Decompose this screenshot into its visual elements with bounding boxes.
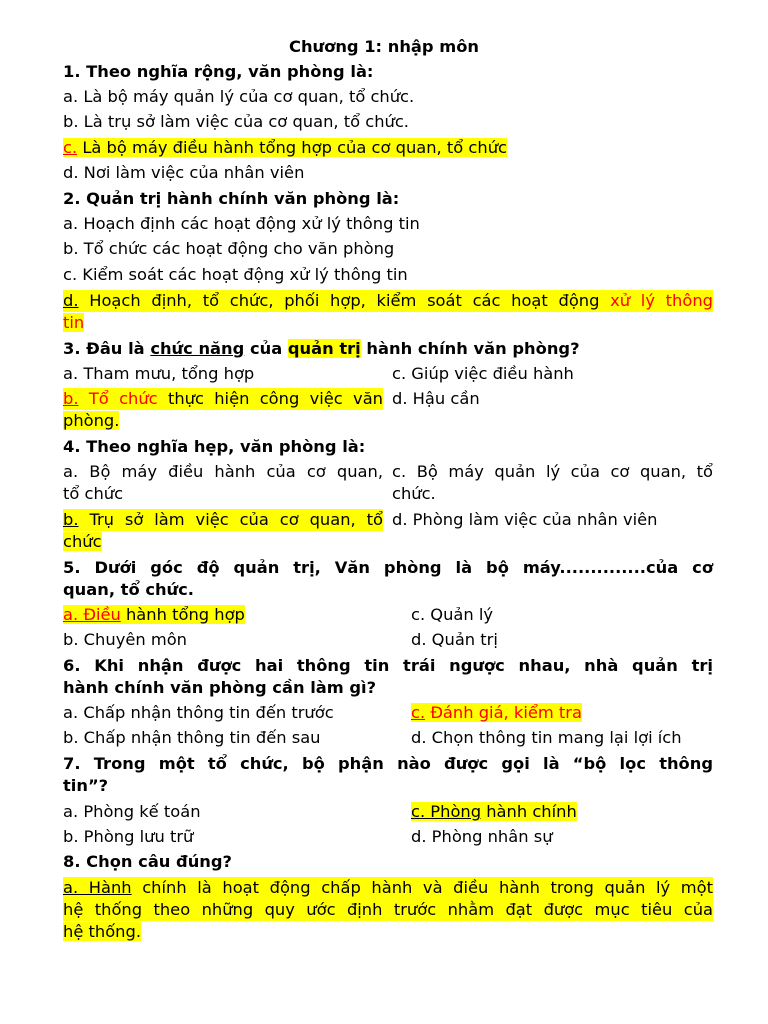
q3-option-b-line2	[63, 410, 119, 432]
q3-option-c: c. Giúp việc điều hành	[392, 364, 574, 383]
q1-option-d: d. Nơi làm việc của nhân viên	[63, 163, 305, 182]
q7-option-a: a. Phòng kế toán	[63, 802, 201, 821]
q4-option-c-line1: c. Bộ máy quản lý của cơ quan, tổ	[392, 462, 713, 481]
q2-option-a: a. Hoạch định các hoạt động xử lý thông tin	[63, 214, 420, 233]
q5-option-b: b. Chuyên môn	[63, 630, 187, 649]
q3-highlighted-text: quản trị	[287, 339, 361, 358]
q3-option-b-red-text: Tổ chức	[88, 389, 158, 408]
q2-option-d-red-text: xử lý thông	[610, 291, 713, 310]
q6-option-d: d. Chọn thông tin mang lại lợi ích	[411, 728, 682, 747]
q7-option-d: d. Phòng nhân sự	[411, 827, 553, 846]
q2-option-d-line2	[63, 312, 84, 334]
question-5-line1: 5. Dưới góc độ quản trị, Văn phòng là bộ máy..............của cơ	[63, 558, 713, 577]
q6-option-c	[411, 702, 582, 724]
q3-option-b-text: thực hiện công việc văn	[167, 389, 383, 408]
q5-option-a-underlined: a. Điều	[63, 605, 121, 624]
q4-option-a-line1: a. Bộ máy điều hành của cơ quan,	[63, 462, 383, 481]
q2-option-d-red-continued: tin	[63, 313, 85, 332]
q5-option-a-text: hành tổng hợp	[120, 605, 245, 624]
q4-option-a-line2: tổ chức	[63, 484, 124, 503]
q4-option-d: d. Phòng làm việc của nhân viên	[392, 510, 658, 529]
q1-option-c-letter: c.	[63, 138, 78, 157]
q7-option-c-text: hành chính	[481, 802, 577, 821]
question-2: 2. Quản trị hành chính văn phòng là:	[63, 189, 400, 208]
question-5-line2: quan, tổ chức.	[63, 580, 194, 599]
q3-text-start: 3. Đâu là	[63, 339, 151, 358]
q4-option-b-text-continued: chức	[63, 532, 102, 551]
q3-option-b-line1	[63, 388, 383, 410]
q7-option-c	[411, 801, 577, 823]
question-3	[63, 338, 580, 360]
question-6-line2: hành chính văn phòng cần làm gì?	[63, 678, 377, 697]
q7-option-c-underlined: c. Phòng	[411, 802, 482, 821]
q4-option-b-line1	[63, 509, 383, 531]
q3-underlined-text: chức năng	[150, 339, 245, 358]
q6-option-c-letter: c.	[411, 703, 426, 722]
q8-option-a-text-end: hệ thống.	[63, 922, 142, 941]
q4-option-b-line2	[63, 531, 102, 553]
q3-option-b-letter: b.	[63, 389, 79, 408]
q3-option-b-text-continued: phòng.	[63, 411, 120, 430]
q1-option-c	[63, 137, 507, 159]
q2-option-d-line1	[63, 290, 713, 312]
q5-option-a	[63, 604, 245, 626]
q1-option-a: a. Là bộ máy quản lý của cơ quan, tổ chức.	[63, 87, 415, 106]
q8-option-a-line3	[63, 921, 141, 943]
q2-option-d-letter: d.	[63, 291, 79, 310]
question-6-line1: 6. Khi nhận được hai thông tin trái ngược nhau, nhà quản trị	[63, 656, 713, 675]
q8-option-a-text: chính là hoạt động chấp hành và điều hành trong quản lý một	[131, 878, 713, 897]
q2-option-d-text: Hoạch định, tổ chức, phối hợp, kiểm soát các hoạt động	[89, 291, 600, 310]
q4-option-b-letter: b.	[63, 510, 79, 529]
q8-option-a-line2: hệ thống theo những quy ước định trước nhằm đạt được mục tiêu của	[63, 900, 713, 919]
q2-option-c: c. Kiểm soát các hoạt động xử lý thông tin	[63, 265, 408, 284]
q8-option-a-line1	[63, 877, 713, 899]
q6-option-c-text: Đánh giá, kiểm tra	[425, 703, 582, 722]
question-8: 8. Chọn câu đúng?	[63, 852, 232, 871]
q7-option-b: b. Phòng lưu trữ	[63, 827, 194, 846]
q2-option-b: b. Tổ chức các hoạt động cho văn phòng	[63, 239, 395, 258]
q1-option-b: b. Là trụ sở làm việc của cơ quan, tổ chức.	[63, 112, 409, 131]
question-1: 1. Theo nghĩa rộng, văn phòng là:	[63, 62, 374, 81]
question-7-line2: tin”?	[63, 776, 109, 795]
q3-text-end: hành chính văn phòng?	[360, 339, 580, 358]
chapter-title: Chương 1: nhập môn	[289, 37, 479, 56]
q3-text-mid: của	[244, 339, 288, 358]
q1-option-c-text: Là bộ máy điều hành tổng hợp của cơ quan, tổ chức	[77, 138, 507, 157]
q5-option-d: d. Quản trị	[411, 630, 498, 649]
q3-option-a: a. Tham mưu, tổng hợp	[63, 364, 255, 383]
question-7-line1: 7. Trong một tổ chức, bộ phận nào được gọi là “bộ lọc thông	[63, 754, 713, 773]
q4-option-c-line2: chức.	[392, 484, 436, 503]
q6-option-a: a. Chấp nhận thông tin đến trước	[63, 703, 334, 722]
q6-option-b: b. Chấp nhận thông tin đến sau	[63, 728, 321, 747]
q4-option-b-text: Trụ sở làm việc của cơ quan, tổ	[89, 510, 383, 529]
question-4: 4. Theo nghĩa hẹp, văn phòng là:	[63, 437, 366, 456]
q5-option-c: c. Quản lý	[411, 605, 494, 624]
q3-option-d: d. Hậu cần	[392, 389, 480, 408]
q8-option-a-underlined: a. Hành	[63, 878, 132, 897]
